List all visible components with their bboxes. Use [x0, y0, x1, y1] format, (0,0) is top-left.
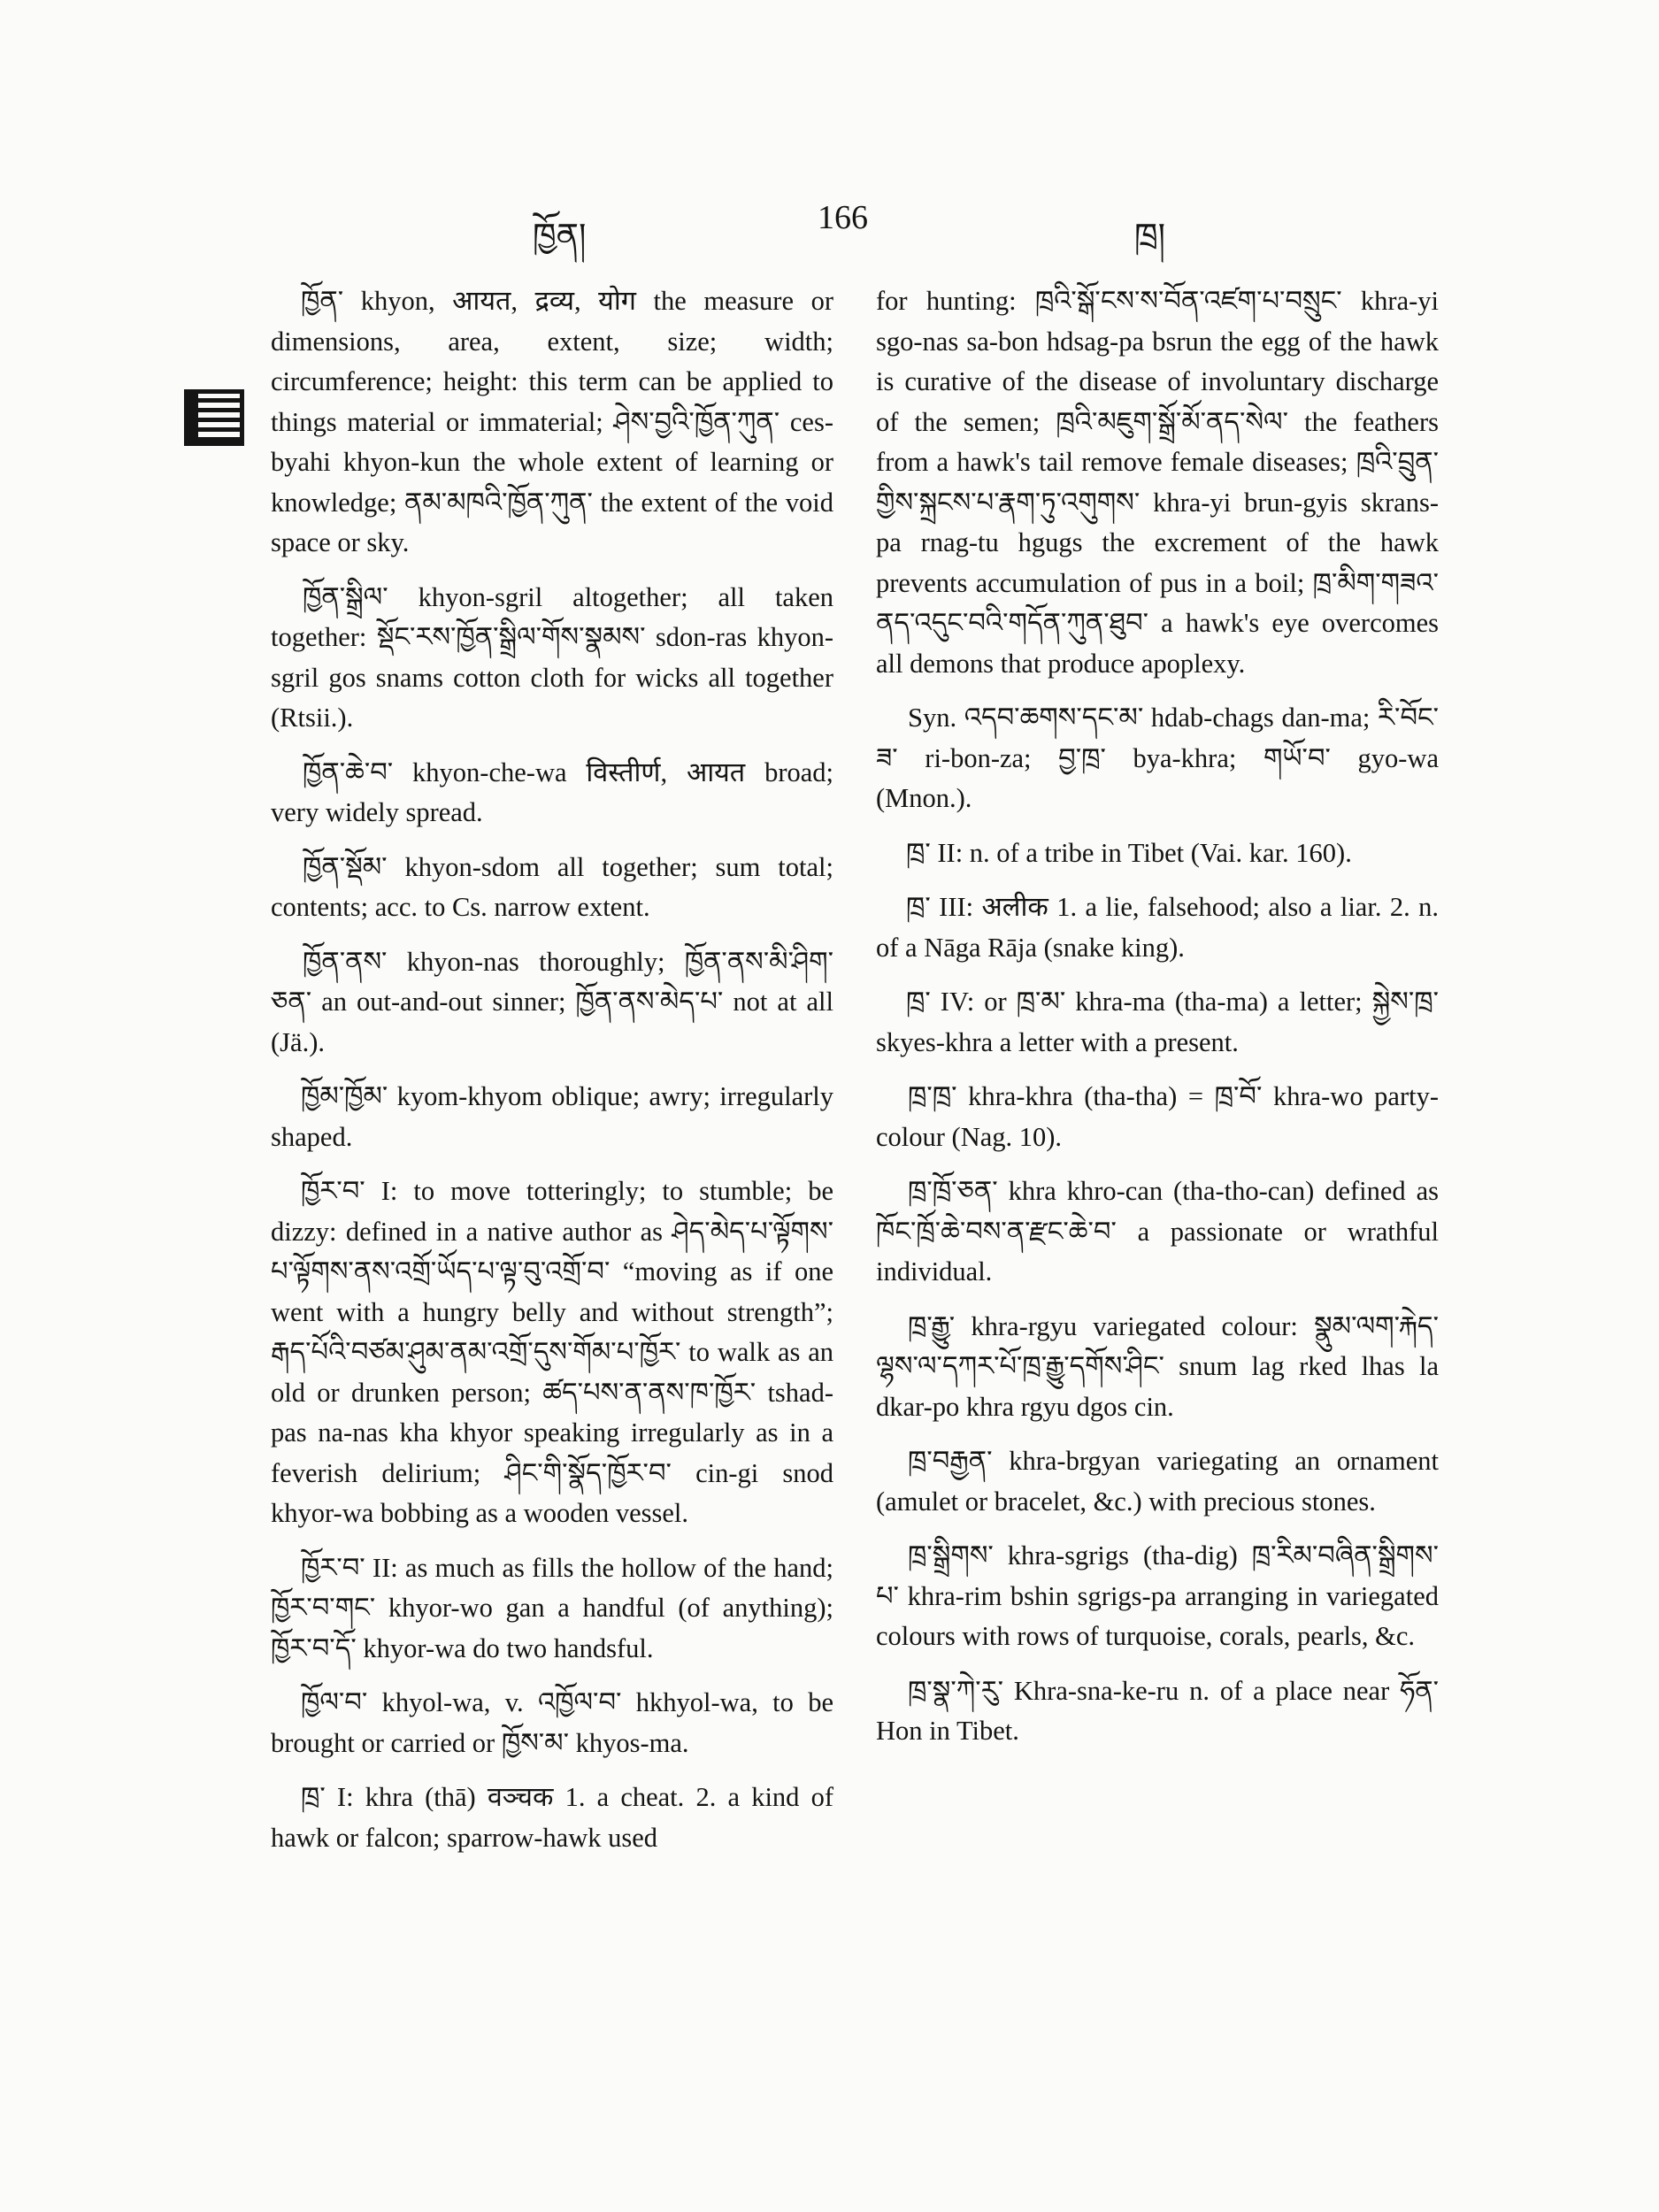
page-number: 166 [818, 199, 868, 236]
entry-khyon-sdom: ཁྱོན་སྡོམ་ khyon-sdom all together; sum total; contents; acc. to Cs. narrow extent. [271, 851, 833, 922]
left-column [271, 281, 833, 1872]
page-header [0, 198, 1659, 255]
entry-khyon: ཁྱོན་ khyon, आयत, द्रव्य, योग the measure or dimensions, area, extent, size; width; circumference; height: this term can be applied to things material or immaterial; ཤེས་བྱའི་ཁྱོན་ཀུན་ ces-byahi khyon-kun the whole extent of learning or knowledge; ནམ་མཁའི་ཁྱོན་ཀུན་ the extent of the void space or sky. [271, 286, 833, 557]
entry-khra-4: ཁྲ་ IV: or ཁྲ་མ་ khra-ma (tha-ma) a letter; སྐྱེས་ཁྲ་ skyes-khra a letter with a present. [876, 987, 1439, 1057]
section-marker-icon [184, 389, 244, 446]
right-column [876, 281, 1439, 1766]
entry-khyol-wa: ཁྱོལ་བ་ khyol-wa, v. འཁྱོལ་བ་ hkhyol-wa, to be brought or carried or ཁྱོས་མ་ khyos-ma. [271, 1687, 833, 1758]
entry-khra-khra: ཁྲ་ཁྲ་ khra-khra (tha-tha) = ཁྲ་བོ་ khra-wo party-colour (Nag. 10). [876, 1081, 1439, 1152]
entry-kyom-khyom: ཁྱོམ་ཁྱོམ་ kyom-khyom oblique; awry; irregularly shaped. [271, 1081, 833, 1152]
entry-khra-3: ཁྲ་ III: अलीक 1. a lie, falsehood; also a liar. 2. n. of a Nāga Rāja (snake king). [876, 892, 1439, 963]
entry-khra-khro-can: ཁྲ་ཁྲོ་ཅན་ khra khro-can (tha-tho-can) defined as ཁོང་ཁྲོ་ཆེ་བས་ན་རྫང་ཆེ་བ་ a passionate or wrathful individual. [876, 1176, 1439, 1286]
entry-khyor-wa-2: ཁྱོར་བ་ II: as much as fills the hollow of the hand; ཁྱོར་བ་གང་ khyor-wo gan a handful (of anything); ཁྱོར་བ་དོ་ khyor-wa do two handsful. [271, 1552, 833, 1663]
right-running-head: ཁྲ། [1134, 216, 1166, 255]
entry-khra-2: ཁྲ་ II: n. of a tribe in Tibet (Vai. kar. 160). [906, 837, 1352, 868]
entry-khra-1: ཁྲ་ I: khra (thā) वञ्चक 1. a cheat. 2. a kind of hawk or falcon; sparrow-hawk used [271, 1782, 833, 1853]
entry-khra-sgrigs: ཁྲ་སྒྲིགས་ khra-sgrigs (tha-dig) ཁྲ་རིམ་བཞིན་སྒྲིགས་པ་ khra-rim bshin sgrigs-pa arranging in variegated colours with rows of turquoise, corals, pearls, &c. [876, 1540, 1439, 1651]
entry-khra-rgyu: ཁྲ་རྒྱུ་ khra-rgyu variegated colour: སྣུམ་ལག་རྐེད་ལྷས་ལ་དཀར་པོ་ཁྲ་རྒྱུ་དགོས་ཤིང་ snum lag rked lhas la dkar-po khra rgyu dgos cin. [876, 1310, 1439, 1422]
entry-khra-1-continued: for hunting: ཁྲའི་སྒོ་ངས་ས་བོན་འཛག་པ་བསྲུང་ khra-yi sgo-nas sa-bon hdsag-pa bsrun the egg of the hawk is curative of the disease of involuntary discharge of the semen; ཁྲའི་མཇུག་སྒྲོ་མོ་ནད་སེལ་ the feathers from a hawk's tail remove female diseases; ཁྲའི་བྲུན་གྱིས་སྐྲངས་པ་རྣག་ཏུ་འགུགས་ khra-yi brun-gyis skrans-pa rnag-tu hgugs the excrement of the hawk prevents accumulation of pus in a boil; ཁྲ་མིག་གཟའ་ནད་འདུང་བའི་གདོན་ཀུན་ཐུབ་ a hawk's eye overcomes all demons that produce apoplexy. [876, 286, 1439, 679]
entry-khra-sna-ke-ru: ཁྲ་སྣ་ཀེ་རུ་ Khra-sna-ke-ru n. of a place near ཧོན་ Hon in Tibet. [876, 1675, 1439, 1746]
entry-synonyms: Syn. འདབ་ཆགས་དང་མ་ hdab-chags dan-ma; རི་བོང་ཟ་ ri-bon-za; བྱ་ཁྲ་ bya-khra; གཡོ་བ་ gyo-wa (Mnon.). [876, 703, 1439, 813]
entry-khyon-sgril: ཁྱོན་སྒྲིལ་ khyon-sgril altogether; all taken together: སྡོང་རས་ཁྱོན་སྒྲིལ་གོས་སྣམས་ sdon-ras khyon-sgril gos snams cotton cloth for wicks all together (Rtsii.). [271, 581, 833, 733]
entry-khra-brgyan: ཁྲ་བརྒྱན་ khra-brgyan variegating an ornament (amulet or bracelet, &c.) with precious stones. [876, 1446, 1439, 1517]
entry-khyon-nas: ཁྱོན་ནས་ khyon-nas thoroughly; ཁྱོན་ནས་མི་ཤིག་ཅན་ an out-and-out sinner; ཁྱོན་ནས་མེད་པ་ not at all (Jä.). [271, 946, 833, 1057]
entry-khyon-che-wa: ཁྱོན་ཆེ་བ་ khyon-che-wa विस्तीर्ण, आयत broad; very widely spread. [271, 757, 833, 827]
left-running-head: ཁྱོན། [533, 216, 587, 255]
entry-khyor-wa-1: ཁྱོར་བ་ I: to move totteringly; to stumble; be dizzy: defined in a native author as ཤེད་མེད་པ་ལྟོགས་པ་ལྟོགས་ནས་འགྲོ་ཡོད་པ་ལྟ་བུ་འགྲོ་བ་ “moving as if one went with a hungry belly and without strength”; རྒད་པོའི་བཙམ་ཤུམ་ནམ་འགྲོ་དུས་གོམ་པ་ཁྱོར་ to walk as an old or drunken person; ཚད་པས་ན་ནས་ཁ་ཁྱོར་ tshad-pas na-nas kha khyor speaking irregularly as in a feverish delirium; ཤིང་གི་སྣོད་ཁྱོར་བ་ cin-gi snod khyor-wa bobbing as a wooden vessel. [271, 1176, 833, 1528]
